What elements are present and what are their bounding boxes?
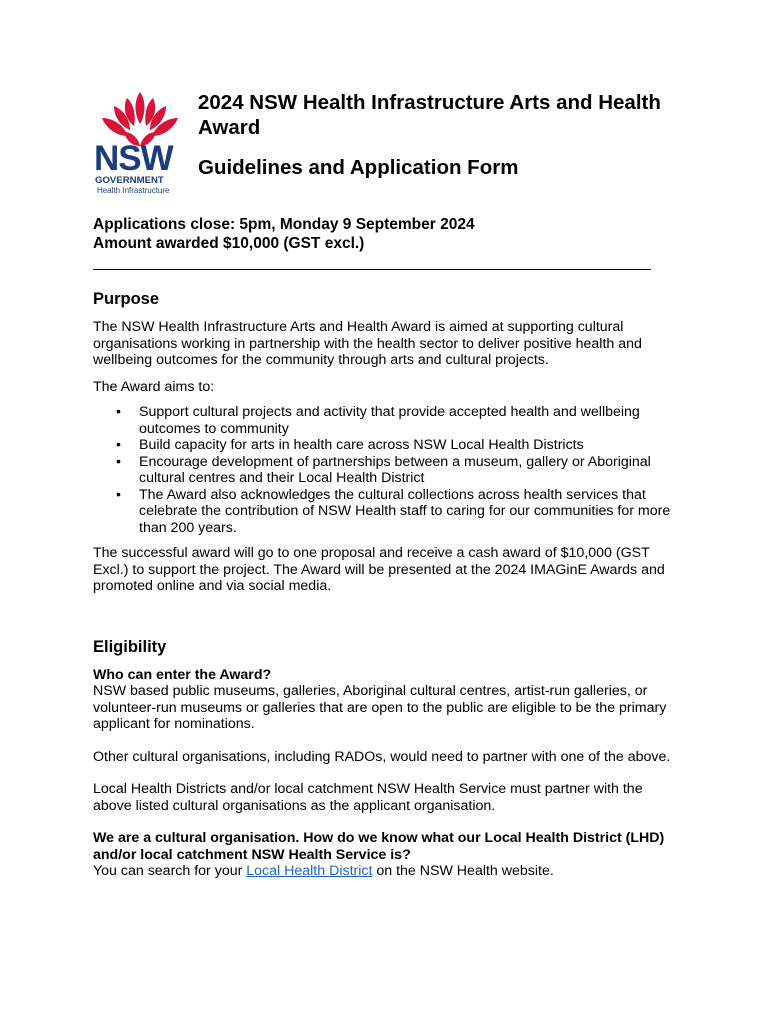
bullet-icon: • — [116, 437, 121, 453]
purpose-closing: The successful award will go to one proposal and receive a cash award of $10,000 (GST Excl.) to support the project. The Award will be presented at the 2024 IMAGinE Awards and promoted online and via social media. — [93, 545, 665, 594]
document-body — [93, 289, 683, 880]
nsw-government-logo — [92, 88, 188, 196]
local-health-district-link[interactable]: Local Health District — [246, 863, 373, 879]
application-close-info — [93, 215, 475, 253]
logo-nsw-text: NSW — [94, 139, 173, 178]
aims-intro: The Award aims to: — [93, 378, 215, 395]
bullet-icon: • — [116, 453, 121, 470]
purpose-intro: The NSW Health Infrastructure Arts and Health Award is aimed at supporting cultural organisations working in partnership with the health sector to deliver positive health and wellbeing outcomes for the community through arts and cultural projects. — [93, 319, 642, 368]
other-organisations-text: Other cultural organisations, including RADOs, would need to partner with one of the above. — [93, 748, 671, 765]
divider — [93, 269, 651, 270]
closing-date: Applications close: 5pm, Monday 9 September 2024 — [93, 216, 475, 233]
partner-requirement-text: Local Health Districts and/or local catchment NSW Health Service must partner with the above listed cultural organisations as the applicant organisation. — [93, 781, 643, 814]
purpose-heading: Purpose — [93, 290, 160, 308]
list-item: • The Award also acknowledges the cultural collections across health services that celebrate the contribution of NSW Health staff to caring for our communities for more than 200 years. — [116, 486, 671, 536]
bullet-icon: • — [116, 404, 121, 420]
question-who-can-enter: Who can enter the Award? — [93, 666, 272, 683]
list-item: • Encourage development of partnerships between a museum, gallery or Aboriginal cultural centres and their Local Health District — [116, 453, 651, 486]
aims-list — [93, 404, 683, 536]
bullet-icon: • — [116, 486, 121, 503]
logo-health-infrastructure-text: Health Infrastructure — [97, 186, 170, 195]
logo-government-text: GOVERNMENT — [95, 175, 164, 186]
document-header — [92, 88, 692, 198]
award-amount: Amount awarded $10,000 (GST excl.) — [93, 235, 365, 252]
document-subtitle: Guidelines and Application Form — [198, 156, 519, 179]
answer-lhd: You can search for your Local Health District on the NSW Health website. — [93, 863, 554, 879]
list-item: • Support cultural projects and activity that provide accepted health and wellbeing outcomes to community — [116, 404, 640, 437]
eligibility-heading: Eligibility — [93, 637, 167, 656]
question-lhd: We are a cultural organisation. How do we know what our Local Health District (LHD) and/or local catchment NSW Health Service is? — [93, 830, 665, 863]
answer-who-can-enter: NSW based public museums, galleries, Aboriginal cultural centres, artist-run galleries, or volunteer-run museums or galleries that are open to the public are eligible to be the primary applicant for nominations. — [93, 683, 667, 732]
document-title: 2024 NSW Health Infrastructure Arts and Health Award — [198, 91, 661, 139]
list-item: • Build capacity for arts in health care across NSW Local Health Districts — [116, 437, 584, 453]
